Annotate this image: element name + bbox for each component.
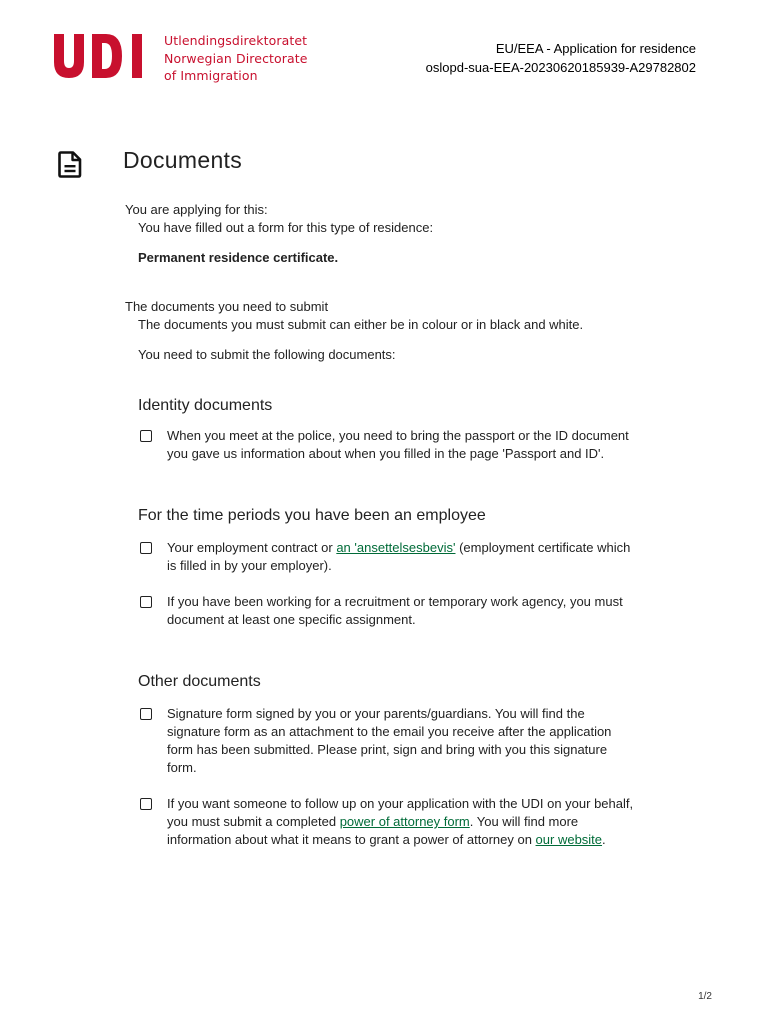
section-heading-employee: For the time periods you have been an employee [138, 507, 486, 524]
checkbox[interactable] [140, 708, 152, 720]
document-type: EU/EEA - Application for residence [495, 41, 696, 56]
submit-label: The documents you need to submit [125, 299, 329, 314]
checkbox[interactable] [140, 430, 152, 442]
checkbox[interactable] [140, 798, 152, 810]
org-name-norwegian: Utlendingsdirektoratet [164, 33, 308, 48]
item-text: When you meet at the police, you need to bring the passport or the ID document you gave us information about when you filled in the page 'Passport and ID'. [167, 428, 629, 461]
colour-note: The documents you must submit can either be in colour or in black and white. [138, 317, 584, 332]
item-text-pre: Your employment contract or [167, 540, 337, 555]
item-text-pre: If you want someone to follow up on your application with the UDI on your behalf, you must submit a completed [167, 796, 634, 829]
item-text: If you have been working for a recruitment or temporary work agency, you must document at least one specific assignment. [167, 594, 623, 627]
header-meta [426, 40, 696, 77]
checklist-item [125, 427, 635, 463]
checklist-item [125, 795, 635, 849]
document-content [125, 201, 645, 849]
residence-type: Permanent residence certificate. [138, 250, 339, 265]
org-name-english-line2: of Immigration [164, 68, 258, 83]
checklist-item [125, 593, 635, 629]
item-text-post: (employment certificate which is filled in by your employer). [167, 540, 631, 573]
udi-logo [54, 34, 146, 78]
applying-label: You are applying for this: [125, 202, 268, 217]
power-of-attorney-link[interactable]: power of attorney form [339, 814, 470, 829]
item-text-post: . [602, 832, 606, 847]
our-website-link[interactable]: our website [535, 832, 603, 847]
page-title: Documents [123, 147, 243, 173]
page-number: 1/2 [698, 991, 712, 1002]
section-heading-other: Other documents [138, 673, 261, 690]
checkbox[interactable] [140, 596, 152, 608]
document-icon [58, 151, 82, 178]
logo-wordmark [164, 32, 308, 85]
applying-intro: You have filled out a form for this type of residence: [138, 220, 434, 235]
ansettelsesbevis-link[interactable]: an 'ansettelsesbevis' [336, 540, 456, 555]
checklist-item [125, 539, 635, 575]
item-text-mid: . You will find more information about what it means to grant a power of attorney on [167, 814, 579, 847]
application-reference: oslopd-sua-EEA-20230620185939-A29782802 [425, 59, 696, 75]
checklist-item [125, 705, 635, 777]
item-text: Signature form signed by you or your parents/guardians. You will find the signature form as an attachment to the email you receive after the application form has been submitted. Please print, sign and bring with you this signature form. [167, 706, 612, 775]
section-heading-identity: Identity documents [138, 397, 273, 414]
org-name-english-line1: Norwegian Directorate [164, 50, 308, 66]
checkbox[interactable] [140, 542, 152, 554]
submit-intro: You need to submit the following documents: [138, 347, 396, 362]
